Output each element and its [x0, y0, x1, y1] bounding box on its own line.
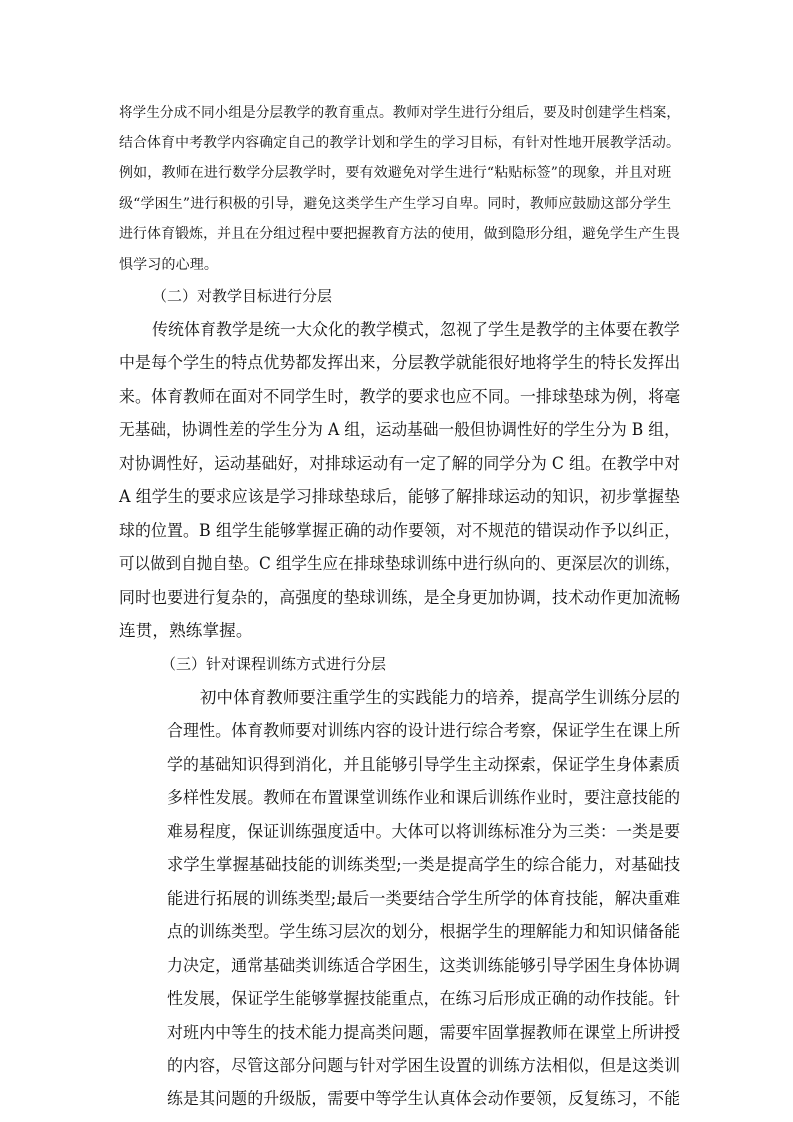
text-line: 结合体育中考教学内容确定自己的教学计划和学生的学习目标，有针对性地开展教学活动。: [119, 135, 681, 151]
text-line: 多样性发展。教师在布置课堂训练作业和课后训练作业时，要注意技能的: [167, 788, 681, 807]
text-line: 求学生掌握基础技能的训练类型;一类是提高学生的综合能力，对基础技: [167, 855, 681, 874]
text-line: 将学生分成不同小组是分层教学的教育重点。教师对学生进行分组后，要及时创建学生档案，: [119, 105, 681, 121]
text-line: 进行体育锻炼，并且在分组过程中要把握教育方法的使用，做到隐形分组，避免学生产生畏: [119, 226, 681, 242]
text-line: 级“学困生”进行积极的引导，避免这类学生产生学习自卑。同时，教师应鼓励这部分学生: [119, 196, 672, 212]
text-line: 连贯，熟练掌握。: [119, 621, 253, 640]
text-line: 中是每个学生的特点优势都发挥出来，分层教学就能很好地将学生的特长发挥出: [119, 353, 681, 372]
text-line: 练是其问题的升级版，需要中等学生认真体会动作要领，反复练习，不能: [167, 1089, 681, 1108]
section-heading: （二）对教学目标进行分层: [152, 287, 333, 305]
text-line: 学的基础知识得到消化，并且能够引导学生主动探索，保证学生身体素质: [167, 755, 681, 774]
text-line: 难易程度，保证训练强度适中。大体可以将训练标准分为三类：一类是要: [167, 822, 681, 841]
text-line: 可以做到自抛自垫。C 组学生应在排球垫球训练中进行纵向的、更深层次的训练，: [119, 554, 681, 573]
section-heading: （三）针对课程训练方式进行分层: [161, 655, 387, 673]
text-line: 惧学习的心理。: [119, 257, 219, 273]
text-line: 对协调性好，运动基础好，对排球运动有一定了解的同学分为 C 组。在教学中对: [119, 454, 681, 473]
text-line: 初中体育教师要注重学生的实践能力的培养，提高学生训练分层的: [200, 688, 681, 707]
text-line: 无基础，协调性差的学生分为 A 组，运动基础一般但协调性好的学生分为 B 组，: [119, 420, 680, 439]
text-line: 能进行拓展的训练类型;最后一类要结合学生所学的体育技能，解决重难: [167, 889, 681, 908]
text-line: 球的位置。B 组学生能够掌握正确的动作要领，对不规范的错误动作予以纠正，: [119, 521, 681, 540]
text-line: 点的训练类型。学生练习层次的划分，根据学生的理解能力和知识储备能: [167, 922, 681, 941]
text-line: 传统体育教学是统一大众化的教学模式，忽视了学生是教学的主体要在教学: [152, 320, 680, 339]
text-line: 合理性。体育教师要对训练内容的设计进行综合考察，保证学生在课上所: [167, 721, 681, 740]
text-line: 对班内中等生的技术能力提高类问题，需要牢固掌握教师在课堂上所讲授: [167, 1023, 681, 1042]
text-line: 性发展，保证学生能够掌握技能重点，在练习后形成正确的动作技能。针: [167, 989, 681, 1008]
text-line: 来。体育教师在面对不同学生时，教学的要求也应不同。一排球垫球为例，将毫: [119, 387, 681, 406]
text-line: 例如，教师在进行数学分层教学时，要有效避免对学生进行“粘贴标签”的现象，并且对班: [119, 165, 672, 181]
text-line: 力决定，通常基础类训练适合学困生，这类训练能够引导学困生身体协调: [167, 956, 681, 975]
text-line: A 组学生的要求应该是学习排球垫球后，能够了解排球运动的知识，初步掌握垫: [119, 487, 681, 506]
text-line: 同时也要进行复杂的，高强度的垫球训练，是全身更加协调，技术动作更加流畅: [119, 588, 681, 607]
text-line: 的内容，尽管这部分问题与针对学困生设置的训练方法相似，但是这类训: [167, 1056, 681, 1075]
